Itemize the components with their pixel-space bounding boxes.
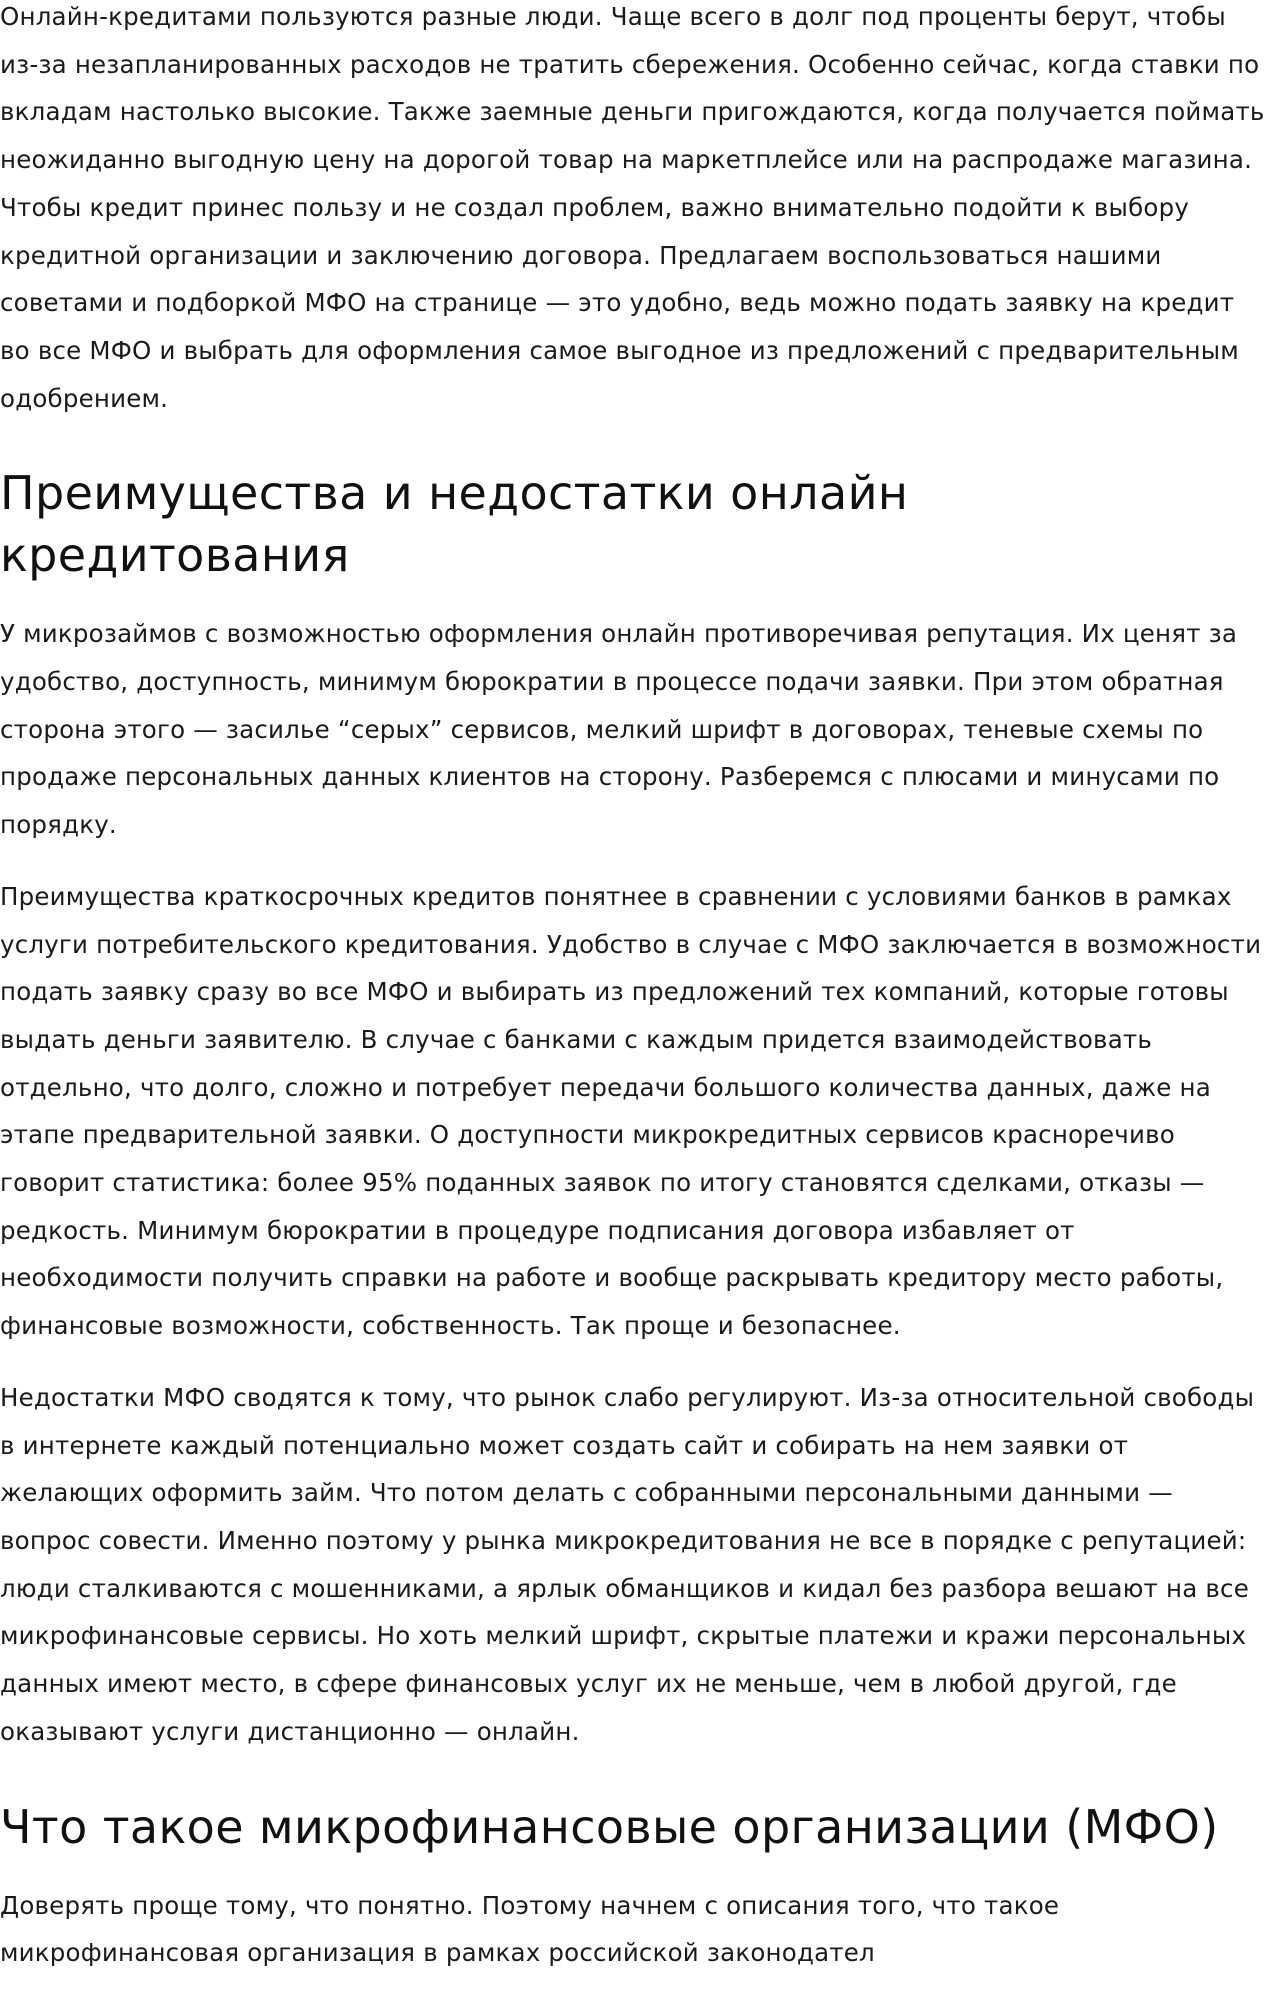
paragraph-reputation: У микрозаймов с возможностью оформления онлайн противоречивая репутация. Их ценят за удобство, доступность, минимум бюрократии в процессе подачи заявки. При этом обратная сторона этого — засилье “серых” сервисов, мелкий шрифт в договорах, теневые схемы по продаже персональных данных клиентов на сторону. Разберемся с плюсами и минусами по порядку.	[0, 619, 1238, 840]
section-heading-pros-cons: Преимущества и недостатки онлайн кредитования	[0, 466, 909, 583]
section-heading-what-is-mfo: Что такое микрофинансовые организации (МФО)	[0, 1799, 1219, 1854]
paragraph-advantages: Преимущества краткосрочных кредитов понятнее в сравнении с условиями банков в рамках услуги потребительского кредитования. Удобство в случае с МФО заключается в возможности подать заявку сразу во все МФО и выбирать из предложений тех компаний, которые готовы выдать деньги заявителю. В случае с банками с каждым придется взаимодействовать отдельно, что долго, сложно и потребует передачи большого количества данных, даже на этапе предварительной заявки. О доступности микрокредитных сервисов красноречиво говорит статистика: более 95% поданных заявок по итогу становятся сделками, отказы — редкость. Минимум бюрократии в процедуре подписания договора избавляет от необходимости получить справки на работе и вообще раскрывать кредитору место работы, финансовые возможности, собственность. Так проще и безопаснее.	[0, 881, 1262, 1341]
intro-paragraph: Онлайн-кредитами пользуются разные люди. Чаще всего в долг под проценты берут, чтобы из-за незапланированных расходов не тратить сбережения. Особенно сейчас, когда ставки по вкладам настолько высокие. Также заемные деньги пригождаются, когда получается поймать неожиданно выгодную цену на дорогой товар на маркетплейсе или на распродаже магазина. Чтобы кредит принес пользу и не создал проблем, важно внимательно подойти к выбору кредитной организации и заключению договора. Предлагаем воспользоваться нашими советами и подборкой МФО на странице — это удобно, ведь можно подать заявку на кредит во все МФО и выбрать для оформления самое выгодное из предложений с предварительным одобрением.	[0, 2, 1265, 413]
paragraph-disadvantages: Недостатки МФО сводятся к тому, что рынок слабо регулируют. Из-за относительной свободы в интернете каждый потенциально может создать сайт и собирать на нем заявки от желающих оформить займ. Что потом делать с собранными персональными данными — вопрос совести. Именно поэтому у рынка микрокредитования не все в порядке с репутацией: люди сталкиваются с мошенниками, а ярлык обманщиков и кидал без разбора вешают на все микрофинансовые сервисы. Но хоть мелкий шрифт, скрытые платежи и кражи персональных данных имеют место, в сфере финансовых услуг их не меньше, чем в любой другой, где оказывают услуги дистанционно — онлайн.	[0, 1382, 1255, 1746]
paragraph-mfo-definition: Доверять проще тому, что понятно. Поэтому начнем с описания того, что такое микрофинансовая организация в рамках российской законодател	[0, 1890, 1060, 1968]
